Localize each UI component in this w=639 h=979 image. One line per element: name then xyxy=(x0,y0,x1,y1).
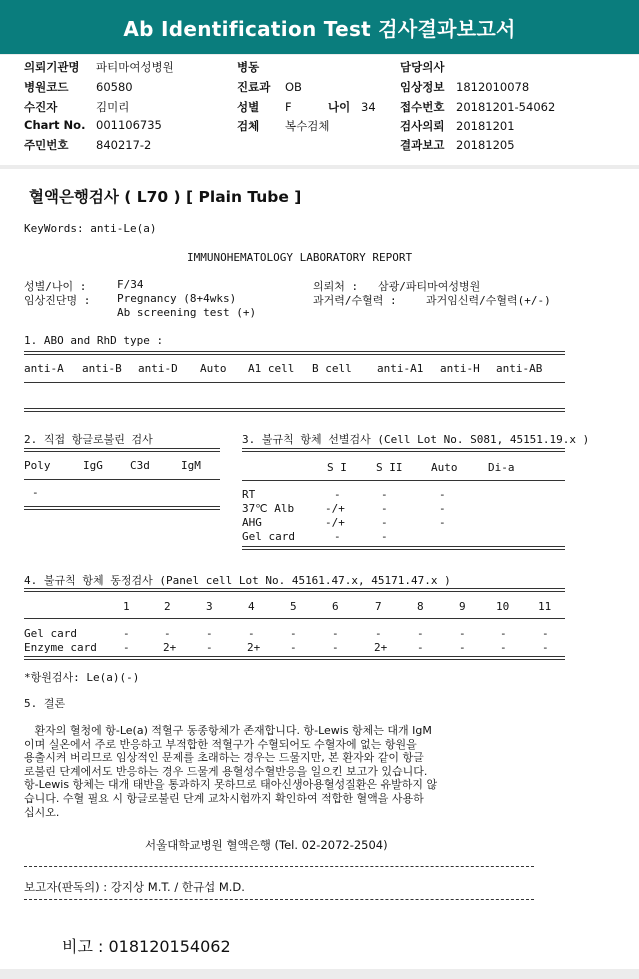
panel-cell: - xyxy=(332,627,339,640)
section1-bottom-rule xyxy=(24,408,565,412)
screen-col-s2: S II xyxy=(376,461,403,474)
panel-col: 5 xyxy=(290,600,297,613)
screening-result: Ab screening test (+) xyxy=(117,306,257,319)
screen-cell: - xyxy=(439,516,446,529)
section3-mid-rule xyxy=(242,480,565,481)
panel-cell: - xyxy=(375,627,382,640)
section3-top-rule xyxy=(242,448,565,452)
panel-cell: - xyxy=(459,641,466,654)
conclusion-line: 항-Lewis 항체는 대개 태반을 통과하지 못하므로 태아신생아용혈성질환은 유발하지 않 xyxy=(24,778,438,792)
abo-col-b-cell: B cell xyxy=(312,362,352,375)
section1-title: 1. ABO and RhD type : xyxy=(24,334,164,347)
panel-col: 4 xyxy=(248,600,255,613)
dat-col-igm: IgM xyxy=(181,459,201,472)
conclusion-text xyxy=(24,724,584,819)
panel-col: 3 xyxy=(206,600,213,613)
panel-cell: - xyxy=(123,641,130,654)
requester-label: 의뢰처 : xyxy=(313,280,359,293)
lab-title: IMMUNOHEMATOLOGY LABORATORY REPORT xyxy=(187,251,413,264)
panel-col: 10 xyxy=(496,600,510,613)
conclusion-line: 십시오. xyxy=(24,805,60,819)
section1-mid-rule xyxy=(24,382,565,383)
abo-col-anti-d: anti-D xyxy=(138,362,178,375)
receipt-no-field: 접수번호 20181201-54062 xyxy=(400,100,556,114)
report-title-bar xyxy=(0,0,639,54)
patient-info-panel xyxy=(0,55,639,165)
abo-col-anti-a: anti-A xyxy=(24,362,64,375)
institution-field: 의뢰기관명 파티마여성병원 xyxy=(24,60,174,74)
chart-no-field: Chart No. 001106735 xyxy=(24,118,162,132)
screen-row-label: AHG xyxy=(242,516,262,529)
section3-bottom-rule xyxy=(242,546,565,550)
dat-value-poly: - xyxy=(32,486,39,499)
section2-bottom-rule xyxy=(24,506,220,510)
resident-no-field: 주민번호 840217-2 xyxy=(24,138,152,152)
panel-cell: 2+ xyxy=(374,641,388,654)
abo-col-anti-a1: anti-A1 xyxy=(377,362,424,375)
conclusion-line: 환자의 혈청에 항-Le(a) 적혈구 동종항체가 존재합니다. 항-Lewis 항체는 대개 IgM xyxy=(24,724,432,737)
section2-top-rule xyxy=(24,448,220,452)
clinical-info-field: 임상정보 1812010078 xyxy=(400,80,530,94)
screen-row-label: Gel card xyxy=(242,530,295,543)
panel-cell: - xyxy=(459,627,466,640)
dat-col-igg: IgG xyxy=(83,459,103,472)
reporter: 보고자(판독의) : 강지상 M.T. / 한규섭 M.D. xyxy=(24,880,245,894)
requester-value: 삼광/파티마여성병원 xyxy=(378,280,481,293)
report-title: Ab Identification Test 검사결과보고서 xyxy=(123,16,516,41)
panel-cell: - xyxy=(500,641,507,654)
panel-cell: 2+ xyxy=(247,641,261,654)
screen-cell: -/+ xyxy=(325,502,345,515)
section4-title: 4. 불규칙 항체 동정검사 (Panel cell Lot No. 45161.47.x, 45171.47.x ) xyxy=(24,574,451,587)
screen-col-di-a: Di-a xyxy=(488,461,515,474)
panel-cell: - xyxy=(123,627,130,640)
panel-cell: - xyxy=(206,641,213,654)
screen-cell: -/+ xyxy=(325,516,345,529)
section5-title: 5. 결론 xyxy=(24,697,66,710)
screen-col-auto: Auto xyxy=(431,461,458,474)
remark: 비고 : 018120154062 xyxy=(62,937,231,956)
keywords: KeyWords: anti-Le(a) xyxy=(24,222,157,235)
panel-cell: - xyxy=(332,641,339,654)
ward-field: 병동 xyxy=(237,60,260,74)
hospital-contact: 서울대학교병원 혈액은행 (Tel. 02-2072-2504) xyxy=(145,838,388,852)
signature-bottom-rule xyxy=(24,899,534,900)
section3-title: 3. 불규칙 항체 선별검사 (Cell Lot No. S081, 45151.19.x ) xyxy=(242,433,590,446)
recipient-field: 수진자 김미리 xyxy=(24,100,130,114)
screen-cell: - xyxy=(334,530,341,543)
diagnosis-value: Pregnancy (8+4wks) xyxy=(117,292,237,305)
panel-cell: - xyxy=(542,641,549,654)
screen-row-label: 37℃ Alb xyxy=(242,502,295,515)
sex-age-label: 성별/나이 : xyxy=(24,280,87,293)
panel-cell: 2+ xyxy=(163,641,177,654)
sex-field: 성별 F xyxy=(237,100,292,114)
panel-col: 1 xyxy=(123,600,130,613)
abo-col-anti-h: anti-H xyxy=(440,362,480,375)
conclusion-line: 습니다. 수혈 필요 시 항글로불린 단계 교차시험까지 확인하여 적합한 혈액을 사용하 xyxy=(24,791,424,805)
request-date-field: 검사의뢰 20181201 xyxy=(400,119,515,133)
conclusion-line: 이며 실온에서 주로 반응하고 부적합한 적혈구가 수혈되어도 수혈자에 없는 항원을 xyxy=(24,737,417,751)
report-heading: 혈액은행검사 ( L70 ) [ Plain Tube ] xyxy=(29,188,302,206)
screen-cell: - xyxy=(381,502,388,515)
screen-cell: - xyxy=(439,502,446,515)
abo-col-anti-ab: anti-AB xyxy=(496,362,543,375)
panel-cell: - xyxy=(290,641,297,654)
sex-age-value: F/34 xyxy=(117,278,144,291)
screen-col-s1: S I xyxy=(327,461,347,474)
lab-report xyxy=(0,169,639,969)
screen-cell: - xyxy=(381,488,388,501)
panel-col: 11 xyxy=(538,600,552,613)
panel-cell: - xyxy=(417,641,424,654)
panel-cell: - xyxy=(542,627,549,640)
section4-mid-rule xyxy=(24,618,565,619)
panel-cell: - xyxy=(164,627,171,640)
panel-row-label: Gel card xyxy=(24,627,77,640)
panel-col: 6 xyxy=(332,600,339,613)
screen-cell: - xyxy=(381,516,388,529)
panel-col: 7 xyxy=(375,600,382,613)
signature-top-rule xyxy=(24,866,534,867)
panel-row-label: Enzyme card xyxy=(24,641,97,654)
conclusion-line: 로불린 단계에서도 반응하는 경우 드물게 용혈성수혈반응을 일으킨 보고가 있습니다. xyxy=(24,764,428,778)
panel-cell: - xyxy=(290,627,297,640)
screen-row-label: RT xyxy=(242,488,256,501)
screen-cell: - xyxy=(334,488,341,501)
panel-col: 2 xyxy=(164,600,171,613)
section4-bottom-rule xyxy=(24,656,565,660)
panel-cell: - xyxy=(417,627,424,640)
abo-col-anti-b: anti-B xyxy=(82,362,122,375)
section1-top-rule xyxy=(24,351,565,355)
screen-cell: - xyxy=(439,488,446,501)
panel-col: 9 xyxy=(459,600,466,613)
abo-col-a1-cell: A1 cell xyxy=(248,362,295,375)
hospital-code-field: 병원코드 60580 xyxy=(24,80,133,94)
history-label: 과거력/수혈력 : xyxy=(313,294,397,307)
dat-col-poly: Poly xyxy=(24,459,51,472)
report-date-field: 결과보고 20181205 xyxy=(400,138,515,152)
panel-col: 8 xyxy=(417,600,424,613)
antigen-test: *항원검사: Le(a)(-) xyxy=(24,671,140,684)
history-value: 과거임신력/수혈력(+/-) xyxy=(426,294,551,307)
specimen-field: 검체 복수검체 xyxy=(237,119,330,133)
section2-mid-rule xyxy=(24,479,220,480)
dat-col-c3d: C3d xyxy=(130,459,150,472)
section2-title: 2. 직접 항글로불린 검사 xyxy=(24,433,153,446)
age-field: 나이 34 xyxy=(328,100,376,114)
diagnosis-label: 임상진단명 : xyxy=(24,294,91,307)
panel-cell: - xyxy=(500,627,507,640)
section4-top-rule xyxy=(24,588,565,592)
panel-cell: - xyxy=(206,627,213,640)
screen-cell: - xyxy=(381,530,388,543)
doctor-field: 담당의사 xyxy=(400,60,445,74)
abo-col-auto: Auto xyxy=(200,362,227,375)
panel-cell: - xyxy=(248,627,255,640)
department-field: 진료과 OB xyxy=(237,80,302,94)
conclusion-line: 용출시켜 버리므로 임상적인 문제를 초래하는 경우는 드물지만, 본 환자와 같이 항글 xyxy=(24,751,424,765)
